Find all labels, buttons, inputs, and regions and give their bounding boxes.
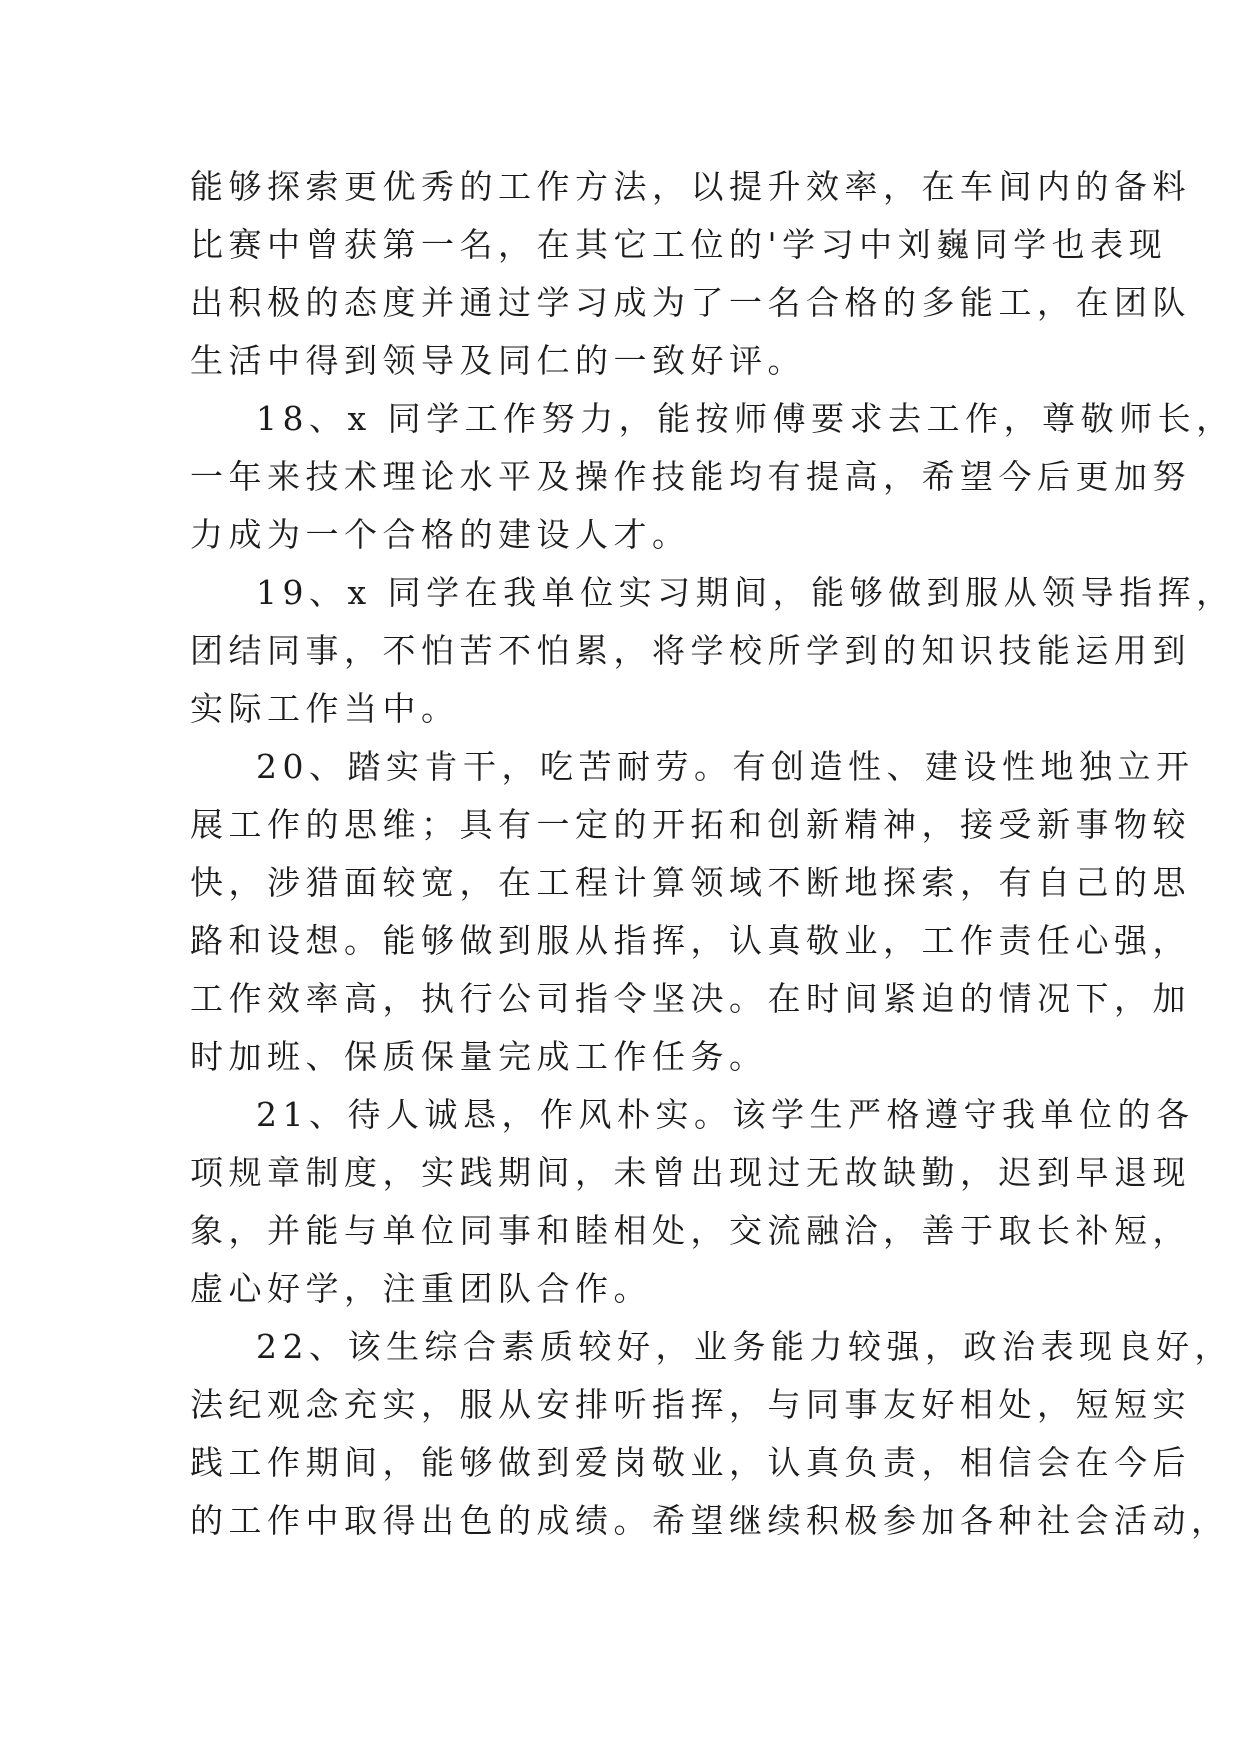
text-line: 展工作的思维；具有一定的开拓和创新精神，接受新事物较 xyxy=(190,805,1191,844)
paragraph-19-first-line: 19、x 同学在我单位实习期间，能够做到服从领导指挥， xyxy=(256,573,1235,612)
text-line: 出积极的态度并通过学习成为了一名合格的多能工，在团队 xyxy=(190,283,1191,322)
text-line: 虚心好学，注重团队合作。 xyxy=(190,1269,652,1308)
text-line: 比赛中曾获第一名，在其它工位的'学习中刘巍同学也表现 xyxy=(190,225,1168,264)
text-line: 践工作期间，能够做到爱岗敬业，认真负责，相信会在今后 xyxy=(190,1443,1191,1482)
paragraph-22-first-line: 22、该生综合素质较好，业务能力较强，政治表现良好， xyxy=(256,1327,1233,1366)
paragraph-21-first-line: 21、待人诚恳，作风朴实。该学生严格遵守我单位的各 xyxy=(256,1095,1195,1134)
text-line: 一年来技术理论水平及操作技能均有提高，希望今后更加努 xyxy=(190,457,1191,496)
paragraph-20-first-line: 20、踏实肯干，吃苦耐劳。有创造性、建设性地独立开 xyxy=(256,747,1195,786)
text-line: 能够探索更优秀的工作方法，以提升效率，在车间内的备料 xyxy=(190,167,1191,206)
document-body xyxy=(190,158,1235,1550)
text-line: 时加班、保质保量完成工作任务。 xyxy=(190,1037,768,1076)
text-line: 的工作中取得出色的成绩。希望继续积极参加各种社会活动， xyxy=(190,1501,1230,1540)
text-line: 快，涉猎面较宽，在工程计算领域不断地探索，有自己的思 xyxy=(190,863,1191,902)
text-line: 项规章制度，实践期间，未曾出现过无故缺勤，迟到早退现 xyxy=(190,1153,1191,1192)
text-line: 力成为一个合格的建设人才。 xyxy=(190,515,691,554)
text-line: 工作效率高，执行公司指令坚决。在时间紧迫的情况下，加 xyxy=(190,979,1191,1018)
text-line: 生活中得到领导及同仁的一致好评。 xyxy=(190,341,806,380)
text-line: 路和设想。能够做到服从指挥，认真敬业，工作责任心强， xyxy=(190,921,1191,960)
text-line: 象，并能与单位同事和睦相处，交流融洽，善于取长补短， xyxy=(190,1211,1191,1250)
text-line: 实际工作当中。 xyxy=(190,689,460,728)
paragraph-18-first-line: 18、x 同学工作努力，能按师傅要求去工作，尊敬师长， xyxy=(256,399,1235,438)
text-line: 团结同事，不怕苦不怕累，将学校所学到的知识技能运用到 xyxy=(190,631,1191,670)
text-line: 法纪观念充实，服从安排听指挥，与同事友好相处，短短实 xyxy=(190,1385,1191,1424)
